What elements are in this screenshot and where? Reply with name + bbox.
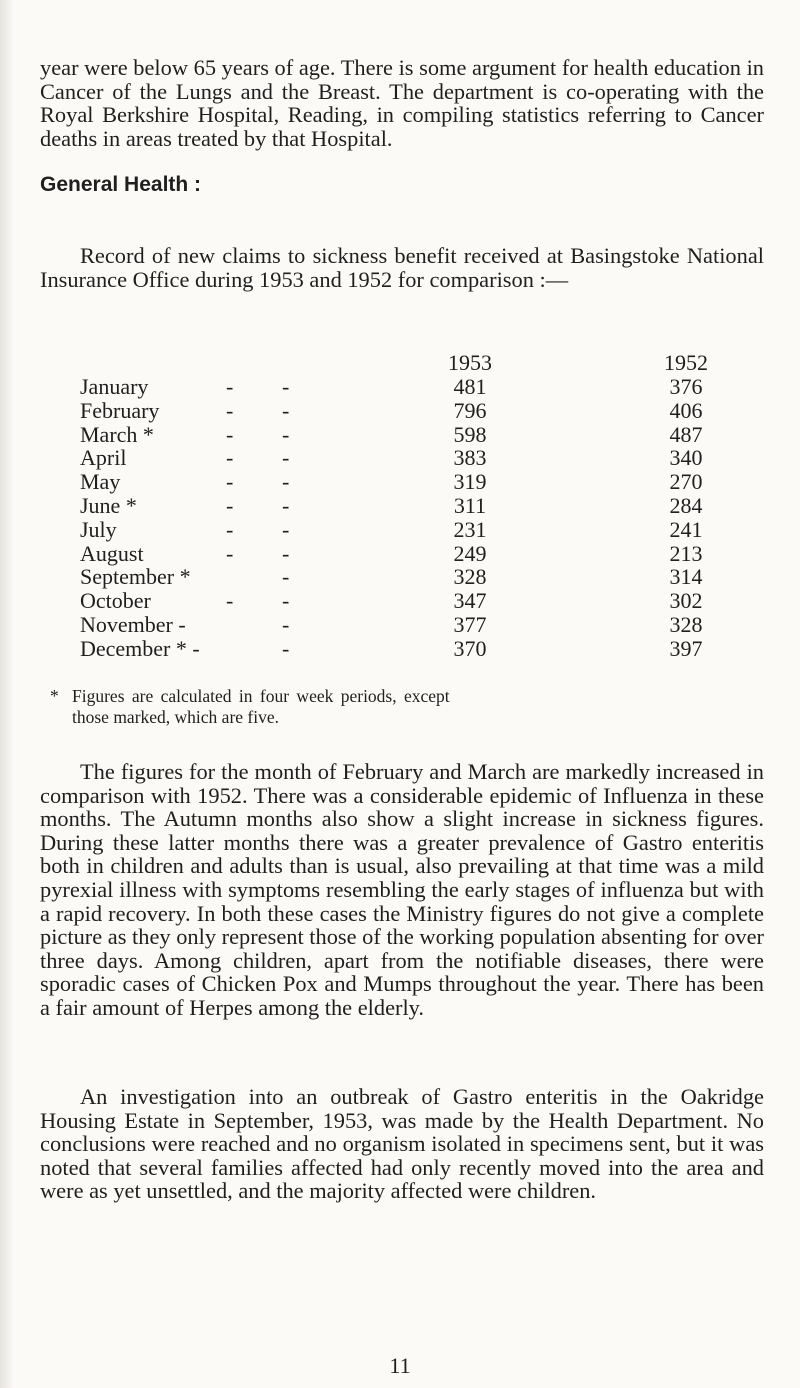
table-row [0,636,800,660]
footnote-line-2: those marked, which are five. [72,707,280,727]
dash-cell: - [226,493,234,518]
dash-cell: - [226,445,234,471]
dash-cell: - [226,421,234,447]
value-1953-cell: 347 [453,588,487,614]
value-1953-cell: 311 [453,493,487,518]
value-1952-cell: 487 [669,421,703,447]
dash-cell: - [226,374,234,399]
value-1952-cell: 328 [669,612,703,637]
month-cell: May [80,469,121,495]
value-1952-cell: 213 [669,540,703,566]
table-row [0,493,800,517]
table-row [0,517,800,541]
value-1952-cell: 406 [669,397,703,423]
month-cell: March * [80,421,154,447]
dash-cell: - [226,540,234,566]
record-paragraph: Record of new claims to sickness benefit received at Basingstoke National Insurance Office during 1953 and 1952 for comparison :— [40,243,764,292]
value-1953-cell: 319 [453,469,487,495]
month-cell: July [80,516,117,542]
table-row [0,541,800,565]
value-1952-cell: 314 [669,564,703,590]
table-row [0,564,800,588]
column-header-1953: 1953 [448,350,492,375]
month-cell: June * [80,493,137,518]
value-1952-cell: 376 [669,374,703,399]
dash-cell: - [282,635,290,661]
month-cell: September * [80,564,191,590]
figures-paragraph: The figures for the month of February and March are markedly increased in comparison with 1952. There was a considerable epidemic of Influenza in these months. The Autumn months also show a slight increase in sickness figures. During these latter months there was a greater prevalence of Gastro enteritis both in children and adults than is usual, also prevailing at that time was a mild pyrexial illness with symptoms resembling the early stages of influenza but with a rapid recovery. In both these cases the Ministry figures do not give a complete picture as they only represent those of the working population absenting for over three days. Among children, apart from the notifiable diseases, there were sporadic cases of Chicken Pox and Mumps throughout the year. There has been a fair amount of Herpes among the elderly. [40,759,764,1020]
table-row [0,374,800,398]
value-1952-cell: 241 [669,516,703,542]
dash-cell: - [226,516,234,542]
value-1953-cell: 377 [453,612,487,637]
table-row [0,469,800,493]
page-edge-shadow [0,0,14,1388]
dash-cell: - [282,564,290,590]
table-row [0,445,800,469]
month-cell: December * - [80,635,200,661]
table-row [0,588,800,612]
value-1953-cell: 598 [453,421,487,447]
value-1953-cell: 481 [453,374,487,399]
dash-cell: - [282,493,290,518]
dash-cell: - [282,540,290,566]
value-1953-cell: 796 [453,397,487,423]
value-1952-cell: 270 [669,469,703,495]
table-row [0,422,800,446]
value-1953-cell: 383 [453,445,487,471]
month-cell: August [80,540,144,566]
dash-cell: - [282,469,290,495]
dash-cell: - [282,445,290,471]
dash-cell: - [226,397,234,423]
table-row [0,398,800,422]
value-1953-cell: 249 [453,540,487,566]
value-1952-cell: 340 [669,445,703,471]
month-cell: November - [80,612,186,637]
section-heading: General Health : [40,173,202,196]
month-cell: October [80,588,151,614]
page-number: 11 [389,1353,411,1378]
footnote-marker: * [50,686,59,706]
value-1953-cell: 231 [453,516,487,542]
table-row [0,612,800,636]
month-cell: January [80,374,149,399]
dash-cell: - [282,421,290,447]
dash-cell: - [282,588,290,614]
value-1953-cell: 370 [453,635,487,661]
value-1952-cell: 397 [669,635,703,661]
dash-cell: - [282,397,290,423]
dash-cell: - [226,588,234,614]
value-1952-cell: 302 [669,588,703,614]
table-header-row [0,350,800,374]
dash-cell: - [282,516,290,542]
footnote-line-1: Figures are calculated in four week periods, except [72,686,450,706]
column-header-1952: 1952 [664,350,708,375]
month-cell: April [80,445,127,471]
value-1953-cell: 328 [453,564,487,590]
dash-cell: - [282,612,290,637]
month-cell: February [80,397,160,423]
value-1952-cell: 284 [669,493,703,518]
intro-paragraph: year were below 65 years of age. There is some argument for health education in Cancer of the Lungs and the Breast. The department is co-operating with the Royal Berkshire Hospital, Reading, in compiling statistics referring to Cancer deaths in areas treated by that Hospital. [40,55,764,151]
dash-cell: - [226,469,234,495]
investigation-paragraph: An investigation into an outbreak of Gastro enteritis in the Oakridge Housing Estate in September, 1953, was made by the Health Department. No conclusions were reached and no organism isolated in specimens sent, but it was noted that several families affected had only recently moved into the area and were as yet unsettled, and the majority affected were children. [40,1084,764,1204]
dash-cell: - [282,374,290,399]
